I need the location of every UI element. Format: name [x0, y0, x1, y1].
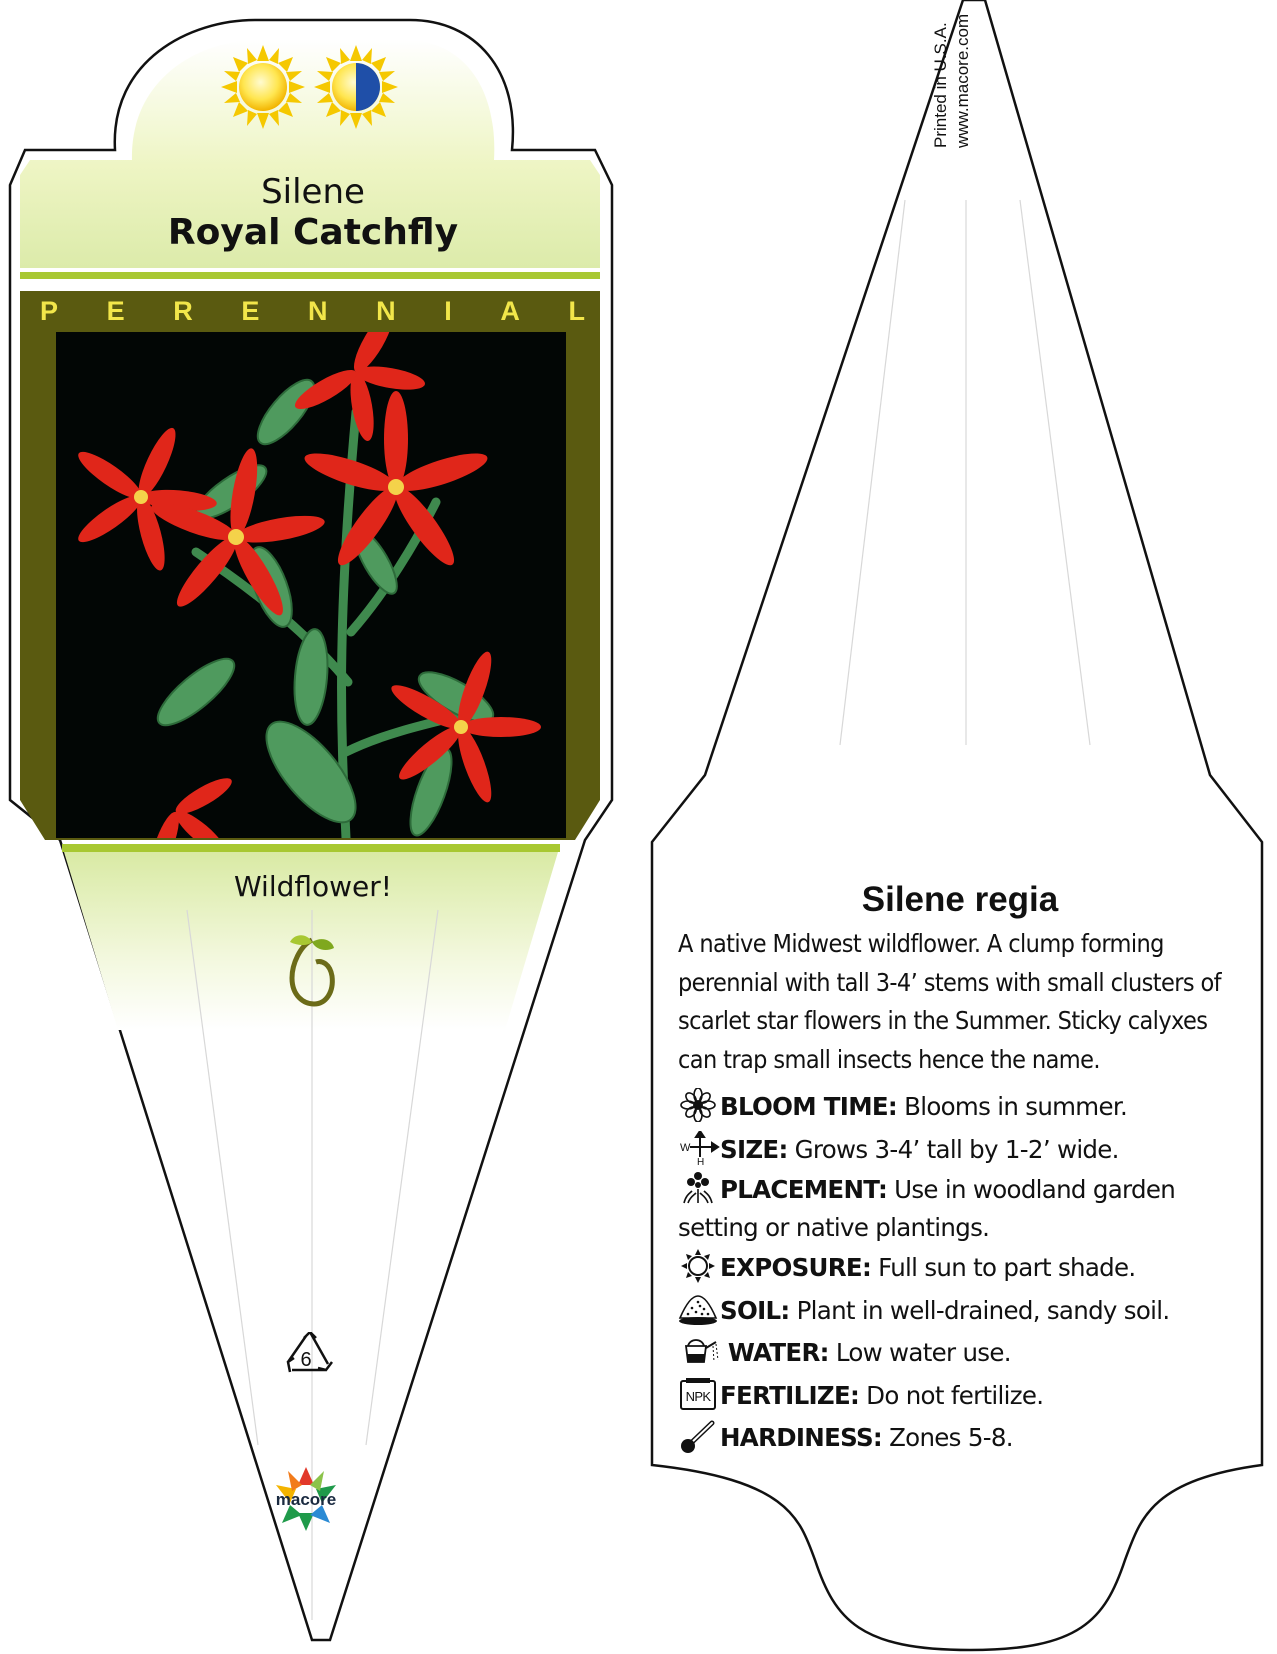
watering-can-icon [678, 1334, 720, 1368]
category-label [40, 296, 585, 327]
native-sprout-icon [282, 930, 342, 1010]
header-green-bar [20, 272, 600, 279]
care-value: Low water use. [828, 1338, 1011, 1367]
npk-label: NPK [685, 1388, 711, 1404]
category-letter: L [568, 296, 585, 326]
care-value: Full sun to part shade. [871, 1253, 1136, 1282]
category-letter: N [307, 296, 328, 326]
npk-fertilizer-icon [678, 1377, 720, 1411]
flower-icon [678, 1088, 720, 1122]
plant-common-name: Royal Catchfly [167, 212, 459, 253]
care-label: WATER: [720, 1338, 829, 1367]
sun-exposure-icons [218, 42, 398, 132]
website-url: www.macore.com [953, 13, 972, 148]
category-letter: N [376, 296, 396, 326]
category-letter: A [500, 296, 520, 326]
printed-in-usa [930, 14, 974, 148]
care-label: BLOOM TIME: [720, 1092, 898, 1121]
care-label: EXPOSURE: [720, 1253, 872, 1282]
plant-description: A native Midwest wildflower. A clump forming perennial with tall 3-4’ stems with small clusters of scarlet star flowers in the Summer. Sticky calyxes can trap small insects hence the name. [678, 929, 1221, 1074]
logo-text: macore [275, 1490, 337, 1509]
care-label: PLACEMENT: [720, 1175, 888, 1204]
placement-plants-icon [678, 1171, 720, 1205]
care-soil [678, 1290, 1238, 1333]
category-letter: P [40, 296, 59, 326]
care-label: FERTILIZE: [720, 1380, 860, 1410]
plant-photo [56, 332, 566, 838]
care-water [678, 1332, 1238, 1375]
care-value: Plant in well-drained, sandy soil. [789, 1295, 1170, 1325]
care-hardiness [678, 1417, 1238, 1460]
category-letter: I [444, 296, 452, 326]
care-value: Blooms in summer. [897, 1092, 1128, 1121]
category-letter: R [173, 296, 193, 326]
care-placement [678, 1171, 1238, 1247]
care-instructions [678, 1086, 1238, 1460]
footer-green-bar [62, 844, 560, 852]
care-value: Do not fertilize. [859, 1380, 1044, 1410]
care-exposure [678, 1247, 1238, 1290]
care-value: Grows 3-4’ tall by 1-2’ wide. [787, 1134, 1119, 1164]
tagline: Wildflower! [233, 870, 393, 903]
svg-text:W: W [680, 1141, 690, 1154]
care-size [678, 1129, 1238, 1172]
category-letter: E [241, 296, 260, 326]
care-value: Use in woodland garden setting or native plantings. [678, 1175, 1176, 1242]
recycle-number: 6 [300, 1349, 312, 1371]
category-letter: E [106, 296, 125, 326]
sun-exposure-icon [678, 1249, 720, 1283]
scientific-name: Silene regia [861, 880, 1059, 919]
size-arrows-icon [678, 1131, 720, 1165]
full-sun-icon [221, 45, 305, 129]
care-label: HARDINESS: [720, 1423, 883, 1452]
care-value: Zones 5-8. [882, 1423, 1013, 1452]
svg-text:H: H [697, 1156, 704, 1165]
plant-genus: Silene [261, 172, 365, 212]
printed-line-1: Printed in U.S.A. [931, 22, 950, 148]
care-fertilize [678, 1375, 1238, 1418]
care-bloom-time [678, 1086, 1238, 1129]
soil-pile-icon [678, 1292, 720, 1326]
care-label: SOIL: [720, 1295, 790, 1325]
thermometer-icon [678, 1419, 720, 1453]
part-shade-icon [314, 45, 398, 129]
care-label: SIZE: [720, 1134, 788, 1164]
